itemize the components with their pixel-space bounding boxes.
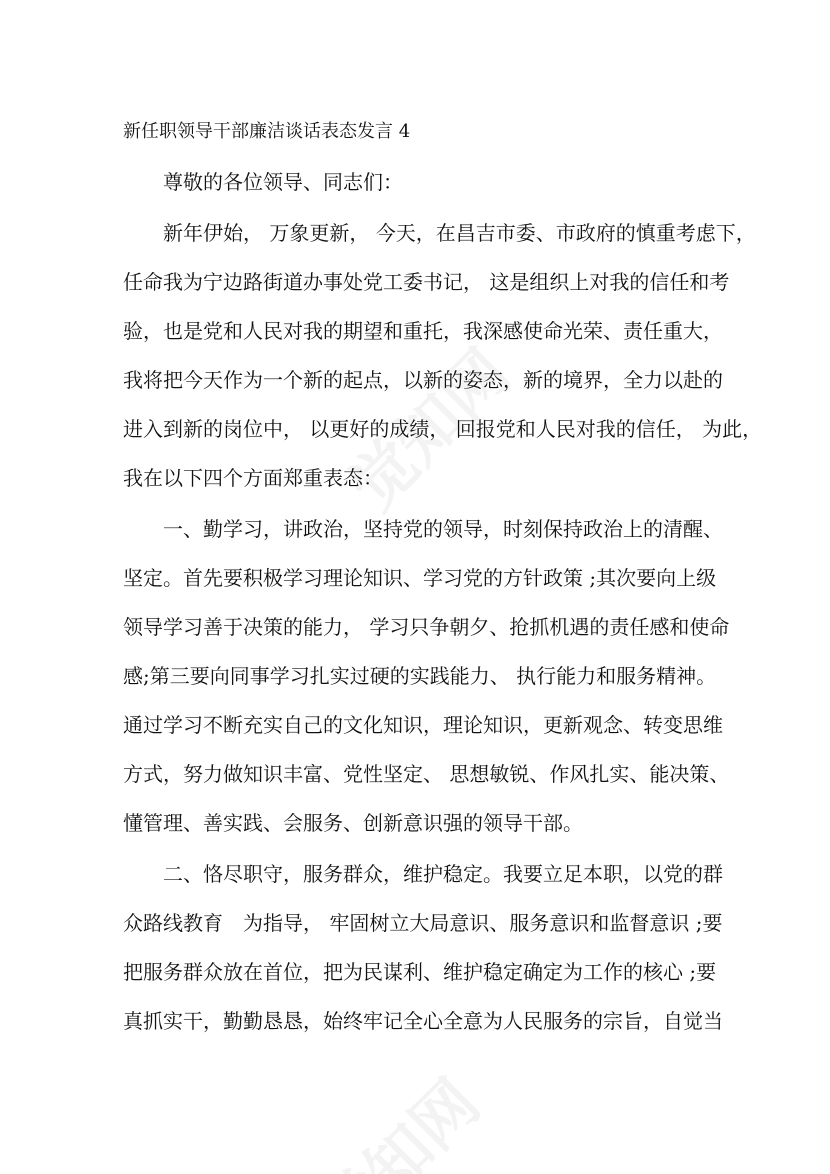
paragraph-line: 我将把今天作为一个新的起点，以新的姿态，新的境界，全力以赴的: [123, 368, 723, 392]
paragraph-line: 坚定。首先要积极学习理论知识、学习党的方针政策 ;其次要向上级: [123, 566, 717, 590]
salutation: 尊敬的各位领导、同志们：: [163, 170, 403, 194]
paragraph-line: 通过学习不断充实自己的文化知识，理论知识，更新观念、转变思维: [123, 713, 723, 737]
paragraph-line: 一、勤学习，讲政治，坚持党的领导，时刻保持政治上的清醒、: [163, 517, 723, 541]
paragraph-line: 任命我为宁边路街道办事处党工委书记， 这是组织上对我的信任和考: [123, 270, 730, 294]
paragraph-line: 二、恪尽职守，服务群众，维护稳定。我要立足本职，以党的群: [163, 862, 723, 886]
paragraph-line: 众路线教育 为指导， 牢固树立大局意识、服务意识和监督意识 ;要: [123, 911, 723, 935]
paragraph-line: 感;第三要向同事学习扎实过硬的实践能力、 执行能力和服务精神。: [123, 664, 717, 688]
paragraph-line: 进入到新的岗位中， 以更好的成绩， 回报党和人民对我的信任， 为此，: [123, 417, 763, 441]
paragraph-line: 新年伊始， 万象更新， 今天，在昌吉市委、市政府的慎重考虑下，: [163, 221, 756, 245]
paragraph-line: 真抓实干，勤勤恳恳，始终牢记全心全意为人民服务的宗旨，自觉当: [123, 1009, 723, 1033]
watermark-bottom: [296, 1056, 497, 1174]
paragraph-line: 验，也是党和人民对我的期望和重托，我深感使命光荣、责任重大，: [123, 319, 723, 343]
paragraph-line: 我在以下四个方面郑重表态：: [123, 466, 383, 490]
paragraph-line: 把服务群众放在首位，把为民谋利、维护稳定确定为工作的核心 ;要: [123, 960, 717, 984]
paragraph-line: 方式，努力做知识丰富、党性坚定、 思想敏锐、作风扎实、能决策、: [123, 762, 730, 786]
paragraph-line: 领导学习善于决策的能力， 学习只争朝夕、抢抓机遇的责任感和使命: [123, 615, 730, 639]
document-title: 新任职领导干部廉洁谈话表态发言 4: [123, 121, 411, 142]
paragraph-line: 懂管理、善实践、会服务、创新意识强的领导干部。: [123, 811, 583, 835]
